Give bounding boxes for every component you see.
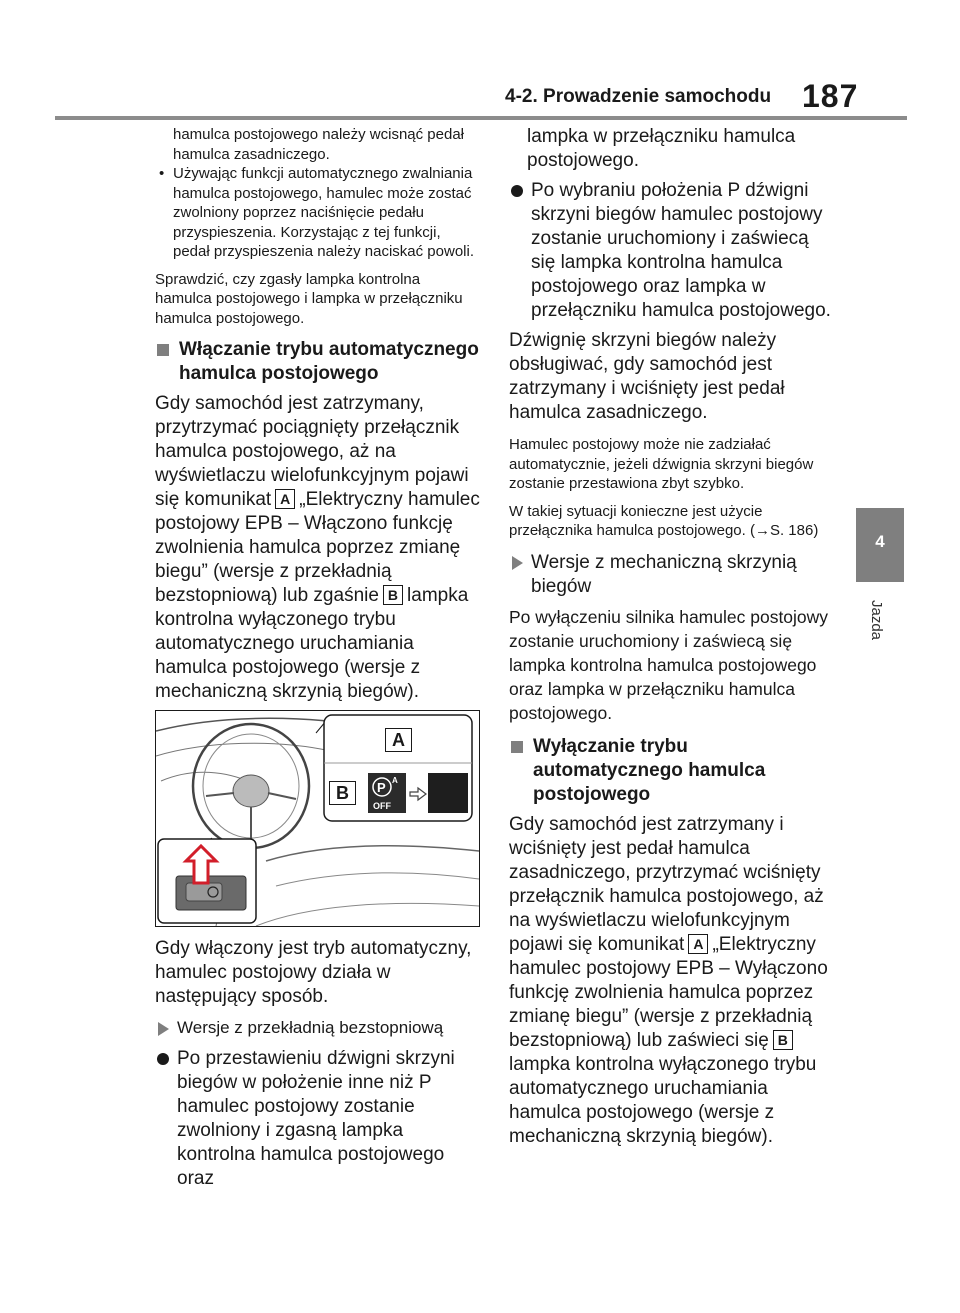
text-span: W takiej sytuacji konieczne jest użycie przełącznika hamulca postojowego. ( <box>509 502 763 539</box>
paragraph <box>509 813 834 1149</box>
paragraph: hamulca postojowego należy wcisnąć pedał hamulca zasadniczego. <box>173 126 465 163</box>
chapter-number: 4 <box>875 532 885 551</box>
chapter-tab[interactable] <box>856 508 904 582</box>
subheading: Wersje z mechaniczną skrzynią biegów <box>509 551 834 599</box>
label-a-marker: A <box>688 934 708 954</box>
section-heading: Włączanie trybu automatycznego hamulca postojowego <box>155 338 480 386</box>
text-span: „Elektryczny hamulec postojowy EPB – Wyłączono funkcję zwolnienia hamulca poprzez zmianę biegu” (wersje z przekładnią bezstopniową) lub zaświeci się <box>509 933 828 1051</box>
text-span: Gdy samochód jest zatrzymany, przytrzymać pociągnięty przełącznik hamulca postojowego, aż na wyświetlaczu wielofunkcyjnym pojawi się komunikat <box>155 393 469 510</box>
bullet-note: • Używając funkcji automatycznego zwalniania hamulca postojowego, hamulec może zostać zwolniony poprzez naciśnięcie pedału przyspieszenia. Korzystając z tej funkcji, pedał przyspieszenia należy naciskać powoli. <box>155 164 480 262</box>
page-number: 187 <box>802 78 859 114</box>
paragraph: Dźwignię skrzyni biegów należy obsługiwać, gdy samochód jest zatrzymany i wciśnięty jest pedał hamulca zasadniczego. <box>509 330 785 423</box>
icon-off-text: OFF <box>373 801 391 811</box>
bullet: Po wybraniu położenia P dźwigni skrzyni biegów hamulec postojowy zostanie uruchomiony i zaświecą się lampka kontrolna hamulca postojowego oraz lampka w przełączniku hamulca postojowego. <box>509 179 834 323</box>
icon-letter-a: A <box>392 776 398 785</box>
cockpit-illustration <box>156 711 479 926</box>
bullet: Po przestawieniu dźwigni skrzyni biegów w położenie inne niż P hamulec postojowy zostanie zwolniony i zgasną lampka kontrolna hamulca postojowego oraz <box>155 1047 480 1191</box>
note <box>509 502 834 541</box>
paragraph: Sprawdzić, czy zgasły lampka kontrolna hamulca postojowego i lampka w przełączniku hamulca postojowego. <box>155 270 463 327</box>
figure-label-b: B <box>329 781 356 805</box>
paragraph: Po wyłączeniu silnika hamulec postojowy zostanie uruchomiony i zaświecą się lampka kontrolna hamulca postojowego oraz lampka w przełączniku hamulca postojowego. <box>509 606 829 723</box>
text-span: „Elektryczny hamulec postojowy EPB – Włączono funkcję zwolnienia hamulca poprzez zmianę biegu” (wersje z przekładnią bezstopniową) lub zgaśnie <box>155 489 480 606</box>
note: Hamulec postojowy może nie zadziałać automatycznie, jeżeli dźwignia skrzyni biegów zostanie przestawiona zbyt szybko. <box>509 436 814 492</box>
left-column <box>155 125 480 1191</box>
right-column <box>509 125 834 1149</box>
arrow-icon: → <box>754 522 770 539</box>
icon-letter-p: P <box>377 780 386 795</box>
text-span: lampka kontrolna wyłączonego trybu automatycznego uruchamiania hamulca postojowego (wersje z mechaniczną skrzynią biegów). <box>155 585 469 702</box>
label-b-marker: B <box>383 585 403 605</box>
text-span: Gdy samochód jest zatrzymany i wciśnięty jest pedał hamulca zasadniczego, przytrzymać wciśnięty przełącznik hamulca postojowego, aż na wyświetlaczu wielofunkcyjnym pojawi się komunikat <box>509 813 824 955</box>
figure-label-a: A <box>385 728 412 752</box>
paragraph: lampka w przełączniku hamulca postojowego. <box>527 126 796 171</box>
paragraph: Gdy włączony jest tryb automatyczny, hamulec postojowy działa w następujący sposób. <box>155 938 472 1007</box>
label-b-marker: B <box>773 1030 793 1050</box>
label-a-marker: A <box>275 489 295 509</box>
paragraph <box>155 392 480 704</box>
illustration <box>155 710 480 927</box>
section-heading: Wyłączanie trybu automatycznego hamulca postojowego <box>509 735 834 807</box>
chapter-label: Jazda <box>868 600 885 641</box>
section-title: 4-2. Prowadzenie samochodu <box>505 86 772 107</box>
header-rule <box>55 116 907 120</box>
text-span: lampka kontrolna wyłączonego trybu automatycznego uruchamiania hamulca postojowego (wersje z mechaniczną skrzynią biegów). <box>509 1053 817 1147</box>
page-reference[interactable]: S. 186) <box>769 522 819 539</box>
subheading: Wersje z przekładnią bezstopniową <box>155 1017 480 1039</box>
